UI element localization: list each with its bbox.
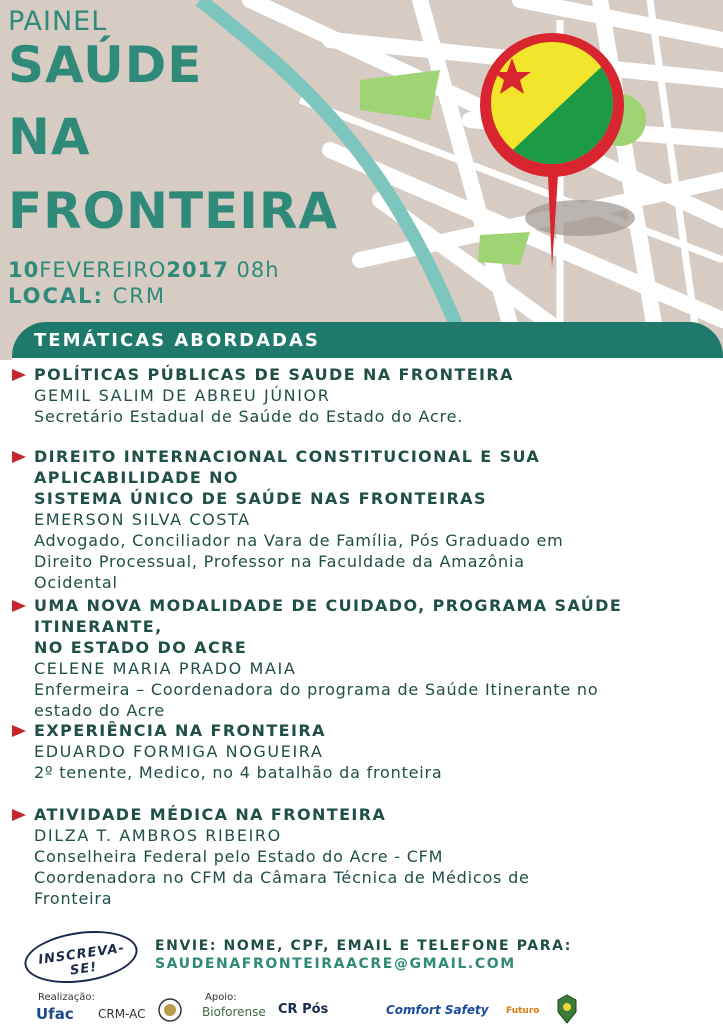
topics-header-label: TEMÁTICAS ABORDADAS	[34, 330, 320, 351]
date-day: 10	[8, 258, 40, 282]
signup-badge-label: INSCREVA-SE!	[37, 940, 126, 979]
topics-header-bar	[12, 322, 723, 358]
crm-ac-logo: CRM-AC	[98, 1007, 146, 1021]
topic-description: Fronteira	[34, 889, 113, 908]
topic-description: Direito Processual, Professor na Faculdade da Amazônia	[34, 552, 525, 571]
topic-title: POLÍTICAS PÚBLICAS DE SAUDE NA FRONTEIRA	[12, 364, 712, 385]
topic-item	[12, 804, 712, 909]
seal-icon	[158, 998, 182, 1022]
topic-speaker: CELENE MARIA PRADO MAIA	[34, 659, 297, 678]
apoio-label: Apoio:	[205, 992, 237, 1003]
topic-speaker: GEMIL SALIM DE ABREU JÚNIOR	[34, 386, 331, 405]
topic-description: Advogado, Conciliador na Vara de Família, Pós Graduado em	[34, 531, 564, 550]
event-location	[8, 284, 166, 308]
topic-speaker: DILZA T. AMBROS RIBEIRO	[34, 826, 282, 845]
topic-title: DIREITO INTERNACIONAL CONSTITUCIONAL E SUA APLICABILIDADE NO	[12, 446, 712, 488]
arrow-icon	[12, 369, 26, 381]
topic-title-cont: SISTEMA ÚNICO DE SAÚDE NAS FRONTEIRAS	[34, 489, 487, 508]
army-emblem-icon	[556, 994, 578, 1024]
topic-speaker: EMERSON SILVA COSTA	[34, 510, 251, 529]
topic-item	[12, 720, 712, 783]
title-line-1: SAÚDE	[8, 36, 203, 94]
topic-item	[12, 446, 712, 593]
arrow-icon	[12, 725, 26, 737]
topic-speaker: EDUARDO FORMIGA NOGUEIRA	[34, 742, 324, 761]
title-line-3: FRONTEIRA	[8, 182, 339, 240]
topic-description: Coordenadora no CFM da Câmara Técnica de Médicos de	[34, 868, 530, 887]
location-label: LOCAL:	[8, 284, 104, 308]
arrow-icon	[12, 809, 26, 821]
painel-kicker: PAINEL	[8, 6, 108, 37]
topic-description: 2º tenente, Medico, no 4 batalhão da fronteira	[34, 763, 443, 782]
ufac-logo: Ufac	[36, 1005, 74, 1023]
topic-title: UMA NOVA MODALIDADE DE CUIDADO, PROGRAMA SAÚDE ITINERANTE,	[12, 595, 712, 637]
topic-description: Conselheira Federal pelo Estado do Acre - CFM	[34, 847, 444, 866]
location-value: CRM	[112, 284, 166, 308]
comfort-safety-logo: Comfort Safety	[386, 1003, 489, 1017]
topic-title: ATIVIDADE MÉDICA NA FRONTEIRA	[12, 804, 712, 825]
arrow-icon	[12, 451, 26, 463]
arrow-icon	[12, 600, 26, 612]
title-line-2: NA	[8, 108, 91, 166]
topic-title-cont: NO ESTADO DO ACRE	[34, 638, 248, 657]
event-date	[8, 258, 280, 282]
topic-item	[12, 595, 712, 721]
bioforense-logo: Bioforense	[202, 1005, 266, 1019]
topic-description: Enfermeira – Coordenadora do programa de Saúde Itinerante no	[34, 680, 599, 699]
signup-instruction: ENVIE: NOME, CPF, EMAIL E TELEFONE PARA:	[155, 938, 572, 954]
date-year: 2017	[166, 258, 229, 282]
date-time: 08h	[236, 258, 280, 282]
topic-item	[12, 364, 712, 427]
footer-logos	[0, 990, 723, 1029]
realizacao-label: Realização:	[38, 992, 95, 1003]
topic-description: Secretário Estadual de Saúde do Estado do Acre.	[34, 407, 464, 426]
topic-description: estado do Acre	[34, 701, 166, 720]
hero-banner	[0, 0, 723, 360]
crpos-logo: CR Pós	[278, 1002, 329, 1017]
date-month: FEVEREIRO	[39, 258, 167, 282]
signup-email-link[interactable]: SAUDENAFRONTEIRAACRE@GMAIL.COM	[155, 956, 516, 972]
topic-title: EXPERIÊNCIA NA FRONTEIRA	[12, 720, 712, 741]
futuro-logo: Futuro	[506, 1006, 540, 1016]
topic-description: Ocidental	[34, 573, 118, 592]
